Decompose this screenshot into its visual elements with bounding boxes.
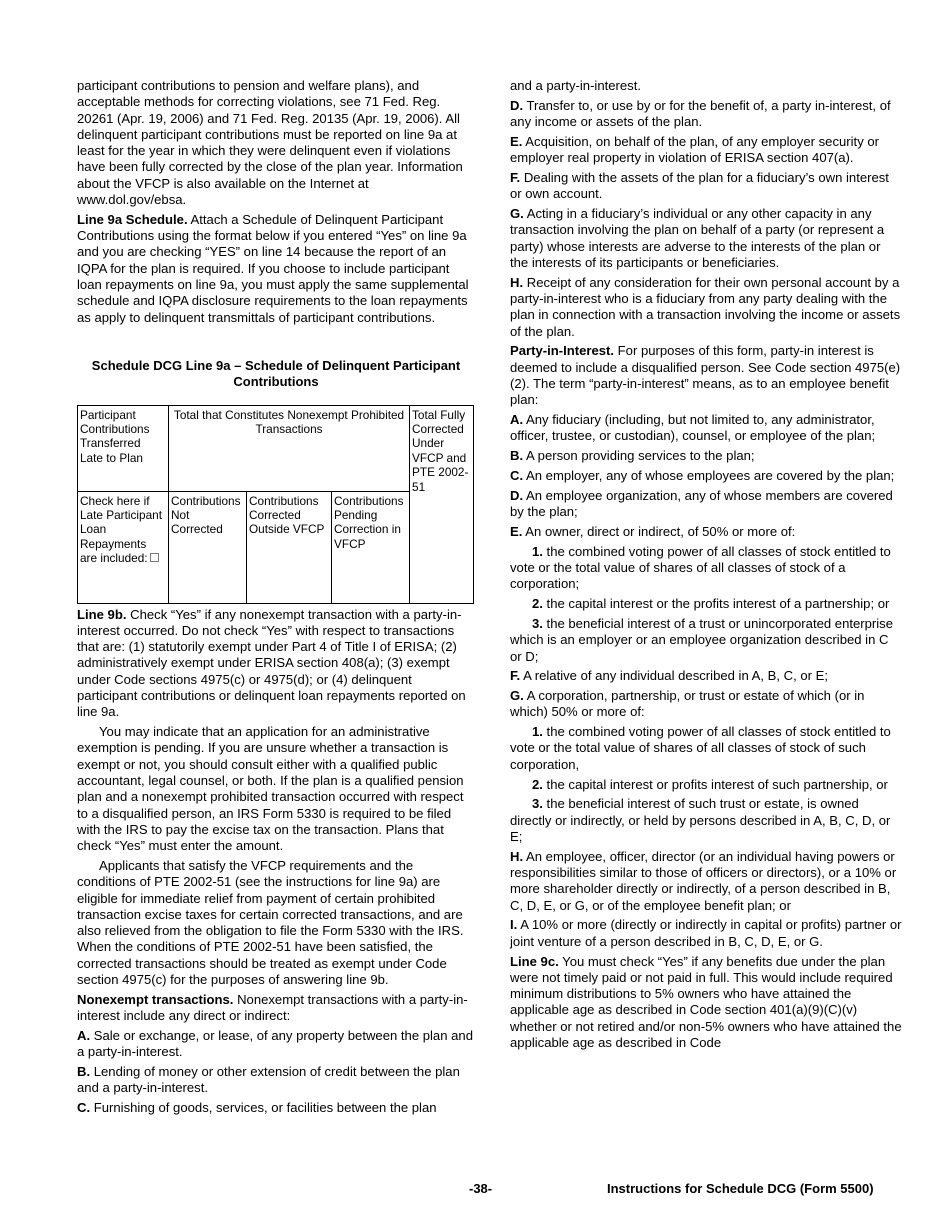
left-column [77,78,475,1116]
line-9b-text: Check “Yes” if any nonexempt transaction with a party-in-interest occurred. Do not check “Yes” with respect to transactions that are: (1) statutorily exempt under Part 4 of Title I of ERISA; (2) administratively exempt under ERISA section 408(a); (3) exempt under Code sections 4975(c) or 4975(d); or (4) delinquent participant contributions or delinquent loan repayments reported on line 9a. [77,606,466,720]
line-9a-heading: Line 9a Schedule. [77,211,188,227]
line-9a-text: Attach a Schedule of Delinquent Participant Contributions using the format below if you entered “Yes” on line 9a and you are checking “YES” on line 14 because the report of an IQPA for the plan is required. If you choose to include participant loan repayments on line 9a, you must apply the same supplemental schedule and IQPA disclosure requirements to the loan repayments as apply to delinquent transmittals of participant contributions. [77,211,469,325]
paragraph-vfcp-info: participant contributions to pension and welfare plans), and acceptable methods for correcting violations, see 71 Fed. Reg. 20261 (Apr. 19, 2006) and 71 Fed. Reg. 20135 (Apr. 19, 2006). All delinquent participant contributions must be reported on line 9a at least for the year in which they were delinquent even if violations have been fully corrected by the close of the plan year. Information about the VFCP is also available on the Internet at www.dol.gov/ebsa. [77,78,463,208]
col-contributions-not-corrected: Contributions Not Corrected [169,491,247,603]
late-loan-repayments-cell [78,491,169,603]
sub-list-item: 3. the beneficial interest of a trust or unincorporated enterprise which is an employer or an employee organization described in C or D; [510,615,894,664]
line-9b-paragraph [77,607,475,721]
list-item: G. Acting in a fiduciary’s individual or any other capacity in any transaction involving the plan on behalf of a party (or represent a party) whose interests are adverse to the interests of the plan or the interests of its participants or beneficiaries. [510,206,885,270]
party-in-interest-heading: Party-in-Interest. [510,343,615,359]
delinquent-contributions-table [77,405,474,604]
list-item: C. An employer, any of whose employees are covered by the plan; [510,468,895,484]
list-item: I. A 10% or more (directly or indirectly in capital or profits) partner or joint venture of a person described in B, C, D, E, or G. [510,917,902,949]
line-9b-heading: Line 9b. [77,606,127,622]
continuation-text: and a party-in-interest. [510,78,642,93]
nonexempt-paragraph [77,992,475,1025]
list-item: H. Receipt of any consideration for their own personal account by a party-in-interest who is a fiduciary from any party dealing with the plan in connection with a transaction involving the income or assets of the plan. [510,274,901,339]
paragraph-applicants: Applicants that satisfy the VFCP requirements and the conditions of PTE 2002-51 (see the instructions for line 9a) are eligible for immediate relief from payment of certain prohibited transaction excise taxes for certain corrected transactions, and are also relieved from the obligation to file the Form 5330 with the IRS. When the conditions of PTE 2002-51 have been satisfied, the corrected transactions should be treated as exempt under Code section 4975(c) for the purposes of answering line 9b. [77,858,464,988]
col-contributions-pending-correction: Contributions Pending Correction in VFCP [332,491,410,603]
list-item: B. Lending of money or other extension of credit between the plan and a party-in-interest. [77,1064,460,1096]
sub-list-item: 2. the capital interest or the profits interest of a partnership; or [532,596,890,612]
sub-list-item: 1. the combined voting power of all classes of stock entitled to vote or the total value of shares of all classes of stock of such corporation, [510,724,891,772]
line-9a-schedule-paragraph [77,212,475,326]
list-item: D. An employee organization, any of whose members are covered by the plan; [510,487,893,520]
sub-list-item: 2. the capital interest or profits interest of such partnership, or [532,776,888,792]
sub-list-item: 3. the beneficial interest of such trust or estate, is owned directly or indirectly, or held by persons described in A, B, C, D, or E; [510,796,891,844]
document-title: Instructions for Schedule DCG (Form 5500) [607,1181,874,1196]
list-item: F. A relative of any individual described in A, B, C, or E; [510,668,829,684]
list-item: A. Any fiduciary (including, but not limited to, any administrator, officer, trustee, or custodian), counsel, or employee of the plan; [510,412,876,444]
late-loan-repayments-label: Check here if Late Participant Loan Repayments are included: [80,493,162,566]
col-contributions-corrected-outside-vfcp: Contributions Corrected Outside VFCP [247,491,332,603]
page-number: -38- [469,1181,493,1196]
line-9c-heading: Line 9c. [510,953,559,969]
party-in-interest-paragraph [510,343,902,408]
list-item: E. Acquisition, on behalf of the plan, of any employer security or employer real property in violation of ERISA section 407(a). [510,133,880,166]
col-total-fully-corrected-header: Total Fully Corrected Under VFCP and PTE 2002-51 [410,405,474,603]
line-9c-text: You must check “Yes” if any benefits due under the plan were not timely paid or not paid in full. This would include required minimum distributions to 5% owners who have attained the applicable age as described in Code section 401(a)(9)(C)(v) whether or not retired and/or non-5% owners who have attained the applicable age as described in Code [510,953,902,1051]
list-item: G. A corporation, partnership, or trust or estate of which (or in which) 50% or more of: [510,688,865,720]
list-item: H. An employee, officer, director (or an individual having powers or responsibilities similar to those of officers or directors), or a 10% or more shareholder directly or indirectly, of a person described in B, C, D, E, or G, or of the employee benefit plan; or [510,848,897,913]
col-participant-contributions-header: Participant Contributions Transferred Late to Plan [78,405,169,491]
list-item: F. Dealing with the assets of the plan for a fiduciary’s own interest or own account. [510,169,889,202]
col-nonexempt-group-header: Total that Constitutes Nonexempt Prohibited Transactions [169,405,410,491]
nonexempt-text: Nonexempt transactions with a party-in-interest include any direct or indirect: [77,991,468,1024]
list-item: A. Sale or exchange, or lease, of any property between the plan and a party-in-interest. [77,1027,473,1060]
paragraph-application: You may indicate that an application for an administrative exemption is pending. If you are unsure whether a transaction is exempt or not, you should consult either with a qualified public accountant, legal counsel, or both. If the plan is a qualified pension plan and a nonexempt prohibited transaction occurred with respect to a disqualified person, an IRS Form 5330 is required to be filed with the IRS to pay the excise tax on the transaction. Plans that check “Yes” must enter the amount. [77,724,464,854]
nonexempt-heading: Nonexempt transactions. [77,991,234,1007]
list-item: E. An owner, direct or indirect, of 50% or more of: [510,523,796,539]
list-item: B. A person providing services to the plan; [510,448,755,464]
late-loan-repayments-checkbox[interactable] [150,553,159,562]
party-in-interest-text: For purposes of this form, party-in interest is deemed to include a disqualified person. See Code section 4975(e)(2). The term “party-in-interest” means, as to an employee benefit plan: [510,343,901,408]
list-item: D. Transfer to, or use by or for the benefit of, a party in-interest, of any income or assets of the plan. [510,97,891,130]
schedule-title: Schedule DCG Line 9a – Schedule of Delinquent Participant Contributions [91,357,461,390]
line-9c-paragraph [510,954,902,1052]
list-item: C. Furnishing of goods, services, or facilities between the plan [77,1100,437,1116]
right-column [510,78,902,1051]
sub-list-item: 1. the combined voting power of all classes of stock entitled to vote or the total value of shares of all classes of stock of a corporation; [510,543,891,592]
